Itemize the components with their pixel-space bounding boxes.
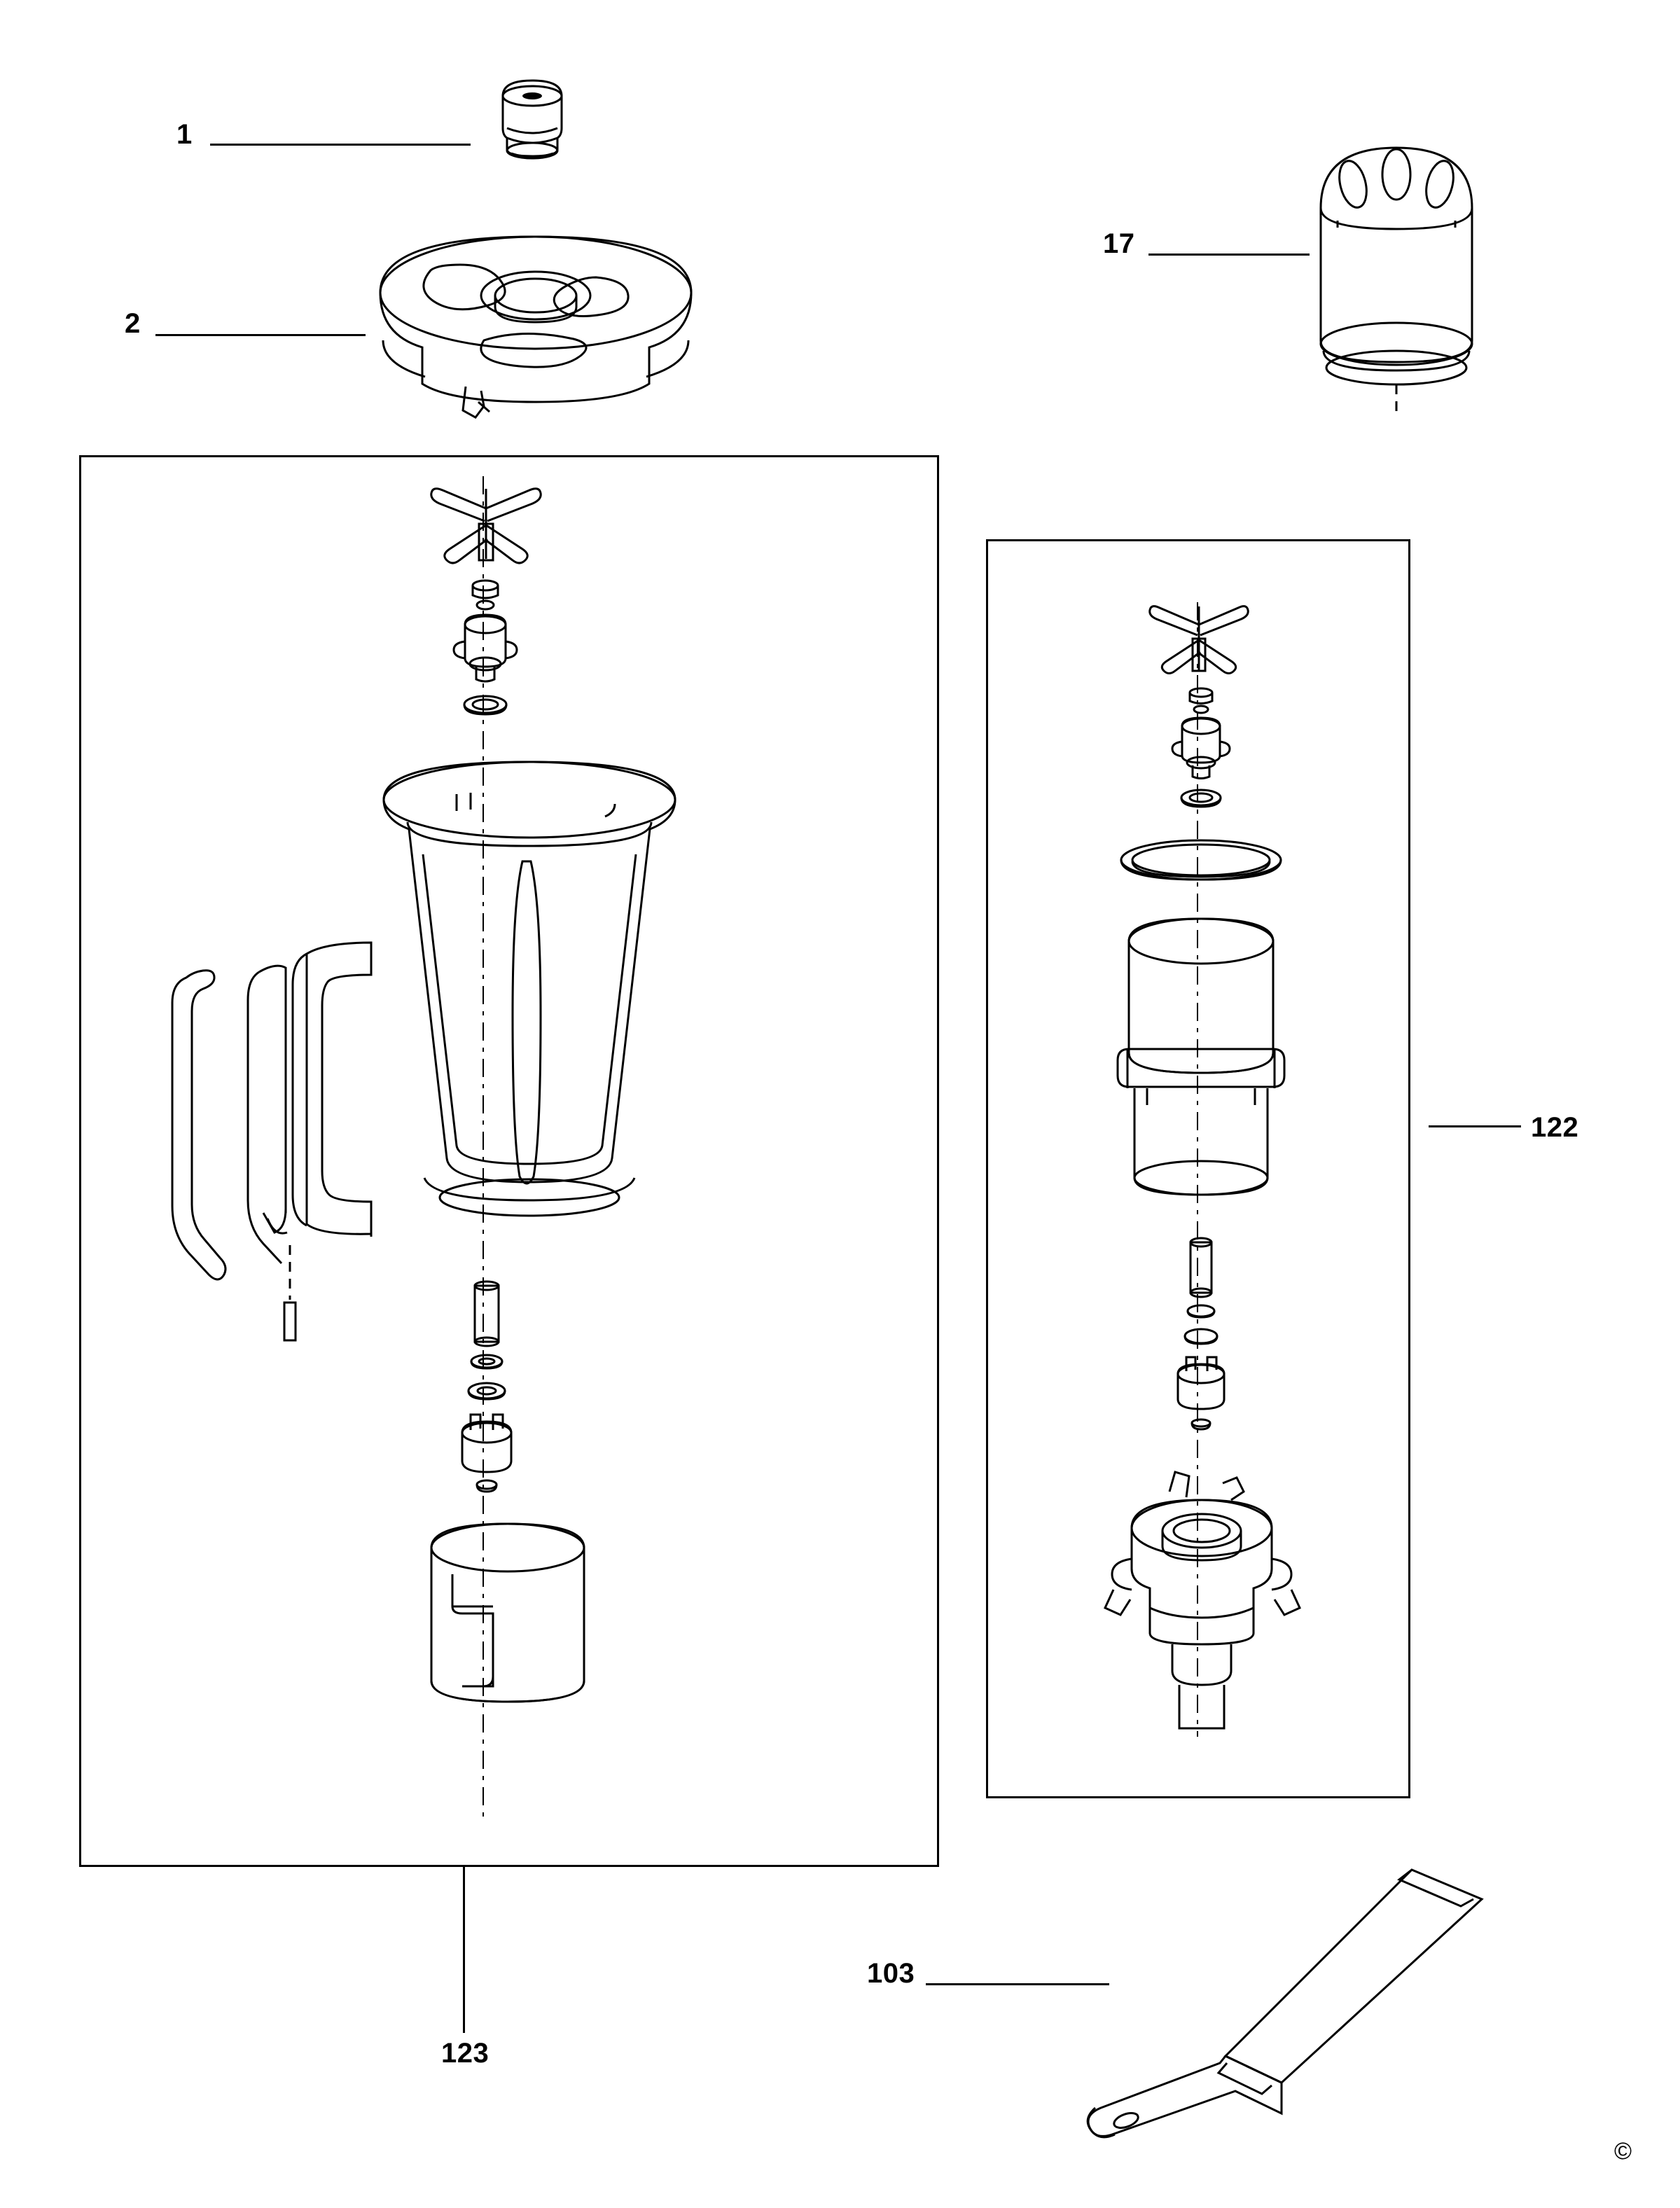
callout-123-leader bbox=[463, 1865, 465, 2033]
callout-103-leader bbox=[926, 1983, 1109, 1985]
part-jar-lid bbox=[368, 210, 704, 420]
callout-17-label: 17 bbox=[1103, 228, 1135, 259]
callout-122-leader bbox=[1429, 1125, 1521, 1127]
part-filter-cup bbox=[1296, 144, 1499, 417]
part-spatula-103 bbox=[1071, 1856, 1506, 2157]
panel-122 bbox=[986, 539, 1410, 1798]
panel-123 bbox=[79, 455, 939, 1867]
callout-2-label: 2 bbox=[125, 308, 141, 339]
callout-1-label: 1 bbox=[176, 119, 193, 150]
copyright-symbol: © bbox=[1614, 2138, 1632, 2165]
callout-123-label: 123 bbox=[441, 2038, 490, 2069]
callout-17-leader bbox=[1148, 254, 1310, 256]
callout-1-leader bbox=[210, 144, 471, 146]
callout-2-leader bbox=[155, 334, 366, 336]
callout-103-label: 103 bbox=[867, 1958, 915, 1989]
part-measuring-cap bbox=[462, 67, 602, 179]
callout-122-label: 122 bbox=[1531, 1112, 1579, 1143]
